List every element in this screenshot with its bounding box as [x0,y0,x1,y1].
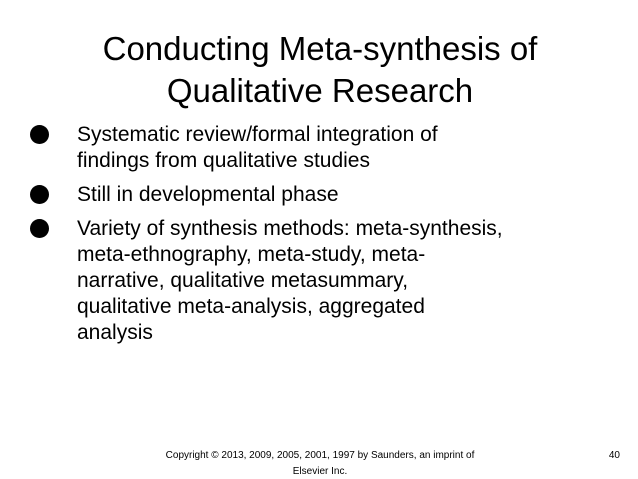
bullet-list [30,122,610,354]
copyright-notice: Copyright © 2013, 2009, 2005, 2001, 1997 by Saunders, an imprint of Elsevier Inc. [165,450,475,477]
bullet-text [77,216,610,346]
bullet-item [30,182,610,208]
page-number: 40 [608,450,620,461]
bullet-item [30,216,610,346]
bullet-dot-icon [30,185,49,204]
slide-footer [0,448,638,477]
bullet-dot-icon [30,219,49,238]
bullet-line: Still in developmental phase [77,183,339,206]
bullet-item [30,122,610,174]
bullet-text [77,122,610,174]
bullet-line: qualitative meta-analysis, aggregated [77,295,425,318]
bullet-line: meta-ethnography, meta-study, meta- [77,243,426,266]
bullet-dot-icon [30,125,49,144]
bullet-line: Variety of synthesis methods: meta-synthesis, [77,217,503,240]
bullet-text [77,182,610,208]
slide-title [40,28,600,112]
slide-title-line: Qualitative Research [166,72,474,109]
bullet-line: analysis [77,321,153,344]
bullet-line: findings from qualitative studies [77,149,370,172]
bullet-line: narrative, qualitative metasummary, [77,269,409,292]
bullet-line: Systematic review/formal integration of [77,123,438,146]
slide-title-line: Conducting Meta-synthesis of [102,30,538,67]
